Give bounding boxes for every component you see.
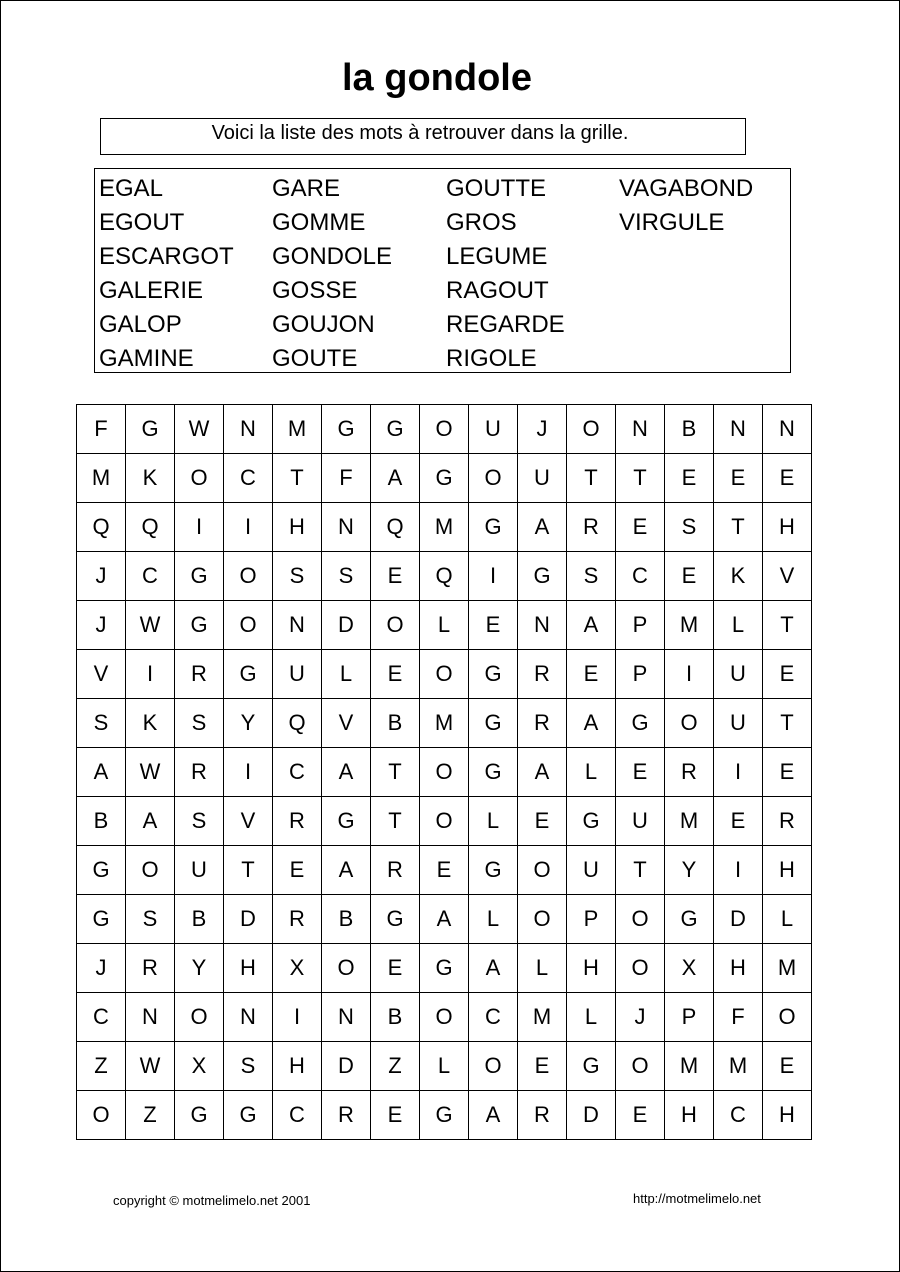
grid-cell: O: [322, 944, 371, 993]
grid-row: [77, 748, 812, 797]
grid-cell: N: [322, 503, 371, 552]
word-item: ESCARGOT: [99, 243, 234, 270]
grid-cell: O: [420, 748, 469, 797]
grid-cell: U: [469, 405, 518, 454]
grid-cell: H: [665, 1091, 714, 1140]
word-item: GARE: [272, 175, 341, 202]
grid-cell: U: [175, 846, 224, 895]
grid-cell: E: [567, 650, 616, 699]
grid-cell: M: [665, 1042, 714, 1091]
grid-cell: V: [763, 552, 812, 601]
grid-cell: O: [175, 993, 224, 1042]
grid-cell: G: [420, 454, 469, 503]
grid-cell: S: [77, 699, 126, 748]
word-item: EGAL: [99, 175, 164, 202]
grid-cell: I: [714, 748, 763, 797]
word-item: GOUTE: [272, 345, 358, 372]
word-item: LEGUME: [446, 243, 548, 270]
grid-cell: O: [469, 454, 518, 503]
grid-cell: O: [665, 699, 714, 748]
grid-cell: N: [126, 993, 175, 1042]
grid-cell: H: [763, 1091, 812, 1140]
grid-cell: C: [273, 748, 322, 797]
grid-cell: G: [469, 846, 518, 895]
grid-cell: W: [175, 405, 224, 454]
grid-cell: S: [224, 1042, 273, 1091]
grid-cell: J: [518, 405, 567, 454]
grid-cell: E: [763, 650, 812, 699]
grid-cell: G: [175, 552, 224, 601]
word-item: GALERIE: [99, 277, 204, 304]
grid-cell: E: [665, 552, 714, 601]
grid-cell: K: [126, 454, 175, 503]
grid-cell: T: [273, 454, 322, 503]
instruction-box: Voici la liste des mots à retrouver dans la grille.: [100, 118, 746, 155]
grid-cell: G: [518, 552, 567, 601]
grid-cell: R: [175, 650, 224, 699]
grid-cell: O: [567, 405, 616, 454]
grid-cell: T: [763, 601, 812, 650]
grid-cell: E: [763, 1042, 812, 1091]
grid-cell: R: [518, 1091, 567, 1140]
grid-cell: O: [420, 993, 469, 1042]
grid-cell: I: [224, 748, 273, 797]
grid-cell: T: [371, 748, 420, 797]
grid-cell: P: [616, 650, 665, 699]
grid-cell: O: [518, 895, 567, 944]
grid-cell: G: [469, 503, 518, 552]
word-column: [446, 172, 565, 376]
grid-cell: B: [371, 993, 420, 1042]
grid-cell: I: [175, 503, 224, 552]
grid-cell: R: [126, 944, 175, 993]
word-item: GONDOLE: [272, 243, 393, 270]
grid-cell: L: [420, 1042, 469, 1091]
grid-cell: A: [469, 944, 518, 993]
grid-cell: R: [665, 748, 714, 797]
grid-cell: W: [126, 748, 175, 797]
word-item: GOMME: [272, 209, 366, 236]
grid-cell: H: [763, 503, 812, 552]
word-item: GOUJON: [272, 311, 375, 338]
grid-cell: O: [224, 601, 273, 650]
grid-cell: U: [518, 454, 567, 503]
grid-cell: I: [665, 650, 714, 699]
grid-cell: G: [322, 797, 371, 846]
grid-cell: T: [763, 699, 812, 748]
grid-cell: Y: [224, 699, 273, 748]
grid-cell: B: [371, 699, 420, 748]
grid-cell: L: [567, 993, 616, 1042]
grid-cell: J: [616, 993, 665, 1042]
grid-row: [77, 993, 812, 1042]
grid-cell: L: [567, 748, 616, 797]
grid-cell: F: [322, 454, 371, 503]
grid-cell: Q: [420, 552, 469, 601]
grid-cell: B: [175, 895, 224, 944]
grid-cell: R: [175, 748, 224, 797]
grid-cell: C: [273, 1091, 322, 1140]
grid-cell: A: [322, 748, 371, 797]
grid-cell: Y: [175, 944, 224, 993]
grid-cell: G: [371, 405, 420, 454]
grid-cell: E: [714, 797, 763, 846]
grid-cell: C: [77, 993, 126, 1042]
grid-cell: X: [273, 944, 322, 993]
grid-cell: Z: [371, 1042, 420, 1091]
grid-cell: B: [322, 895, 371, 944]
grid-cell: O: [420, 650, 469, 699]
grid-cell: G: [469, 748, 518, 797]
grid-cell: N: [224, 405, 273, 454]
grid-cell: A: [567, 699, 616, 748]
grid-cell: A: [469, 1091, 518, 1140]
grid-cell: N: [273, 601, 322, 650]
grid-cell: O: [616, 895, 665, 944]
grid-cell: D: [567, 1091, 616, 1140]
grid-cell: G: [126, 405, 175, 454]
grid-cell: L: [763, 895, 812, 944]
grid-cell: M: [273, 405, 322, 454]
grid-cell: L: [420, 601, 469, 650]
grid-cell: G: [224, 650, 273, 699]
grid-cell: H: [224, 944, 273, 993]
grid-cell: G: [616, 699, 665, 748]
grid-cell: E: [371, 552, 420, 601]
grid-cell: H: [763, 846, 812, 895]
grid-cell: G: [224, 1091, 273, 1140]
grid-cell: S: [322, 552, 371, 601]
grid-cell: E: [469, 601, 518, 650]
grid-cell: O: [77, 1091, 126, 1140]
grid-cell: M: [420, 503, 469, 552]
grid-cell: E: [371, 650, 420, 699]
word-column: [99, 172, 234, 376]
grid-cell: E: [763, 454, 812, 503]
grid-cell: G: [420, 1091, 469, 1140]
word-item: GAMINE: [99, 345, 194, 372]
grid-cell: G: [175, 601, 224, 650]
grid-cell: M: [518, 993, 567, 1042]
grid-cell: N: [763, 405, 812, 454]
grid-cell: E: [616, 1091, 665, 1140]
grid-row: [77, 1091, 812, 1140]
grid-cell: R: [322, 1091, 371, 1140]
grid-cell: R: [763, 797, 812, 846]
grid-cell: M: [665, 601, 714, 650]
grid-row: [77, 601, 812, 650]
grid-cell: H: [273, 1042, 322, 1091]
grid-cell: M: [420, 699, 469, 748]
grid-cell: O: [175, 454, 224, 503]
grid-cell: A: [371, 454, 420, 503]
grid-cell: A: [77, 748, 126, 797]
grid-cell: I: [126, 650, 175, 699]
grid-cell: O: [763, 993, 812, 1042]
grid-cell: D: [714, 895, 763, 944]
grid-cell: A: [420, 895, 469, 944]
grid-cell: H: [273, 503, 322, 552]
grid-cell: P: [567, 895, 616, 944]
grid-cell: C: [616, 552, 665, 601]
grid-cell: S: [567, 552, 616, 601]
grid-cell: O: [371, 601, 420, 650]
grid-cell: M: [714, 1042, 763, 1091]
grid-cell: W: [126, 1042, 175, 1091]
grid-cell: O: [224, 552, 273, 601]
word-list: [94, 168, 791, 373]
grid-cell: W: [126, 601, 175, 650]
grid-cell: E: [763, 748, 812, 797]
grid-cell: G: [420, 944, 469, 993]
grid-cell: B: [665, 405, 714, 454]
grid-cell: K: [714, 552, 763, 601]
word-item: GOUTTE: [446, 175, 546, 202]
grid-cell: O: [616, 1042, 665, 1091]
word-column: [619, 172, 753, 240]
grid-cell: U: [273, 650, 322, 699]
word-item: EGOUT: [99, 209, 185, 236]
grid-cell: A: [518, 503, 567, 552]
grid-cell: E: [420, 846, 469, 895]
grid-cell: E: [714, 454, 763, 503]
grid-cell: R: [518, 650, 567, 699]
grid-cell: G: [371, 895, 420, 944]
grid-cell: O: [126, 846, 175, 895]
grid-cell: L: [469, 895, 518, 944]
grid-cell: S: [273, 552, 322, 601]
grid-cell: A: [518, 748, 567, 797]
grid-cell: L: [469, 797, 518, 846]
grid-cell: B: [77, 797, 126, 846]
grid-cell: O: [518, 846, 567, 895]
grid-cell: G: [469, 699, 518, 748]
grid-cell: R: [518, 699, 567, 748]
grid-cell: R: [273, 797, 322, 846]
grid-cell: U: [714, 699, 763, 748]
grid-cell: Q: [371, 503, 420, 552]
grid-cell: G: [77, 846, 126, 895]
grid-cell: F: [714, 993, 763, 1042]
grid-cell: T: [371, 797, 420, 846]
grid-cell: E: [371, 944, 420, 993]
grid-cell: D: [322, 601, 371, 650]
grid-cell: L: [714, 601, 763, 650]
grid-cell: P: [616, 601, 665, 650]
word-column: [272, 172, 392, 376]
grid-cell: U: [714, 650, 763, 699]
grid-cell: R: [567, 503, 616, 552]
grid-cell: N: [518, 601, 567, 650]
word-item: VAGABOND: [619, 175, 754, 202]
grid-cell: S: [665, 503, 714, 552]
grid-cell: G: [322, 405, 371, 454]
grid-cell: T: [567, 454, 616, 503]
grid-cell: N: [714, 405, 763, 454]
grid-cell: E: [616, 503, 665, 552]
grid-row: [77, 454, 812, 503]
grid-cell: R: [273, 895, 322, 944]
grid-cell: Q: [273, 699, 322, 748]
grid-cell: E: [518, 1042, 567, 1091]
grid-row: [77, 650, 812, 699]
grid-row: [77, 797, 812, 846]
page-title: la gondole: [342, 57, 532, 99]
grid-cell: Z: [126, 1091, 175, 1140]
grid-row: [77, 699, 812, 748]
grid-cell: X: [175, 1042, 224, 1091]
grid-row: [77, 405, 812, 454]
grid-cell: K: [126, 699, 175, 748]
word-item: GOSSE: [272, 277, 358, 304]
grid-row: [77, 503, 812, 552]
grid-cell: Q: [77, 503, 126, 552]
grid-cell: J: [77, 944, 126, 993]
grid-cell: P: [665, 993, 714, 1042]
grid-cell: I: [224, 503, 273, 552]
grid-cell: O: [469, 1042, 518, 1091]
grid-row: [77, 552, 812, 601]
grid-cell: A: [322, 846, 371, 895]
grid-cell: R: [371, 846, 420, 895]
grid-cell: E: [371, 1091, 420, 1140]
grid-cell: G: [469, 650, 518, 699]
grid-cell: S: [175, 699, 224, 748]
grid-cell: I: [469, 552, 518, 601]
grid-row: [77, 846, 812, 895]
grid-cell: S: [126, 895, 175, 944]
grid-cell: H: [714, 944, 763, 993]
grid-cell: V: [322, 699, 371, 748]
grid-cell: M: [763, 944, 812, 993]
copyright-text: copyright © motmelimelo.net 2001: [113, 1193, 311, 1208]
grid-cell: Q: [126, 503, 175, 552]
grid-cell: C: [469, 993, 518, 1042]
grid-cell: E: [273, 846, 322, 895]
word-item: REGARDE: [446, 311, 565, 338]
word-item: VIRGULE: [619, 209, 725, 236]
grid-cell: X: [665, 944, 714, 993]
grid-cell: J: [77, 601, 126, 650]
grid-cell: D: [322, 1042, 371, 1091]
grid-cell: I: [273, 993, 322, 1042]
grid-cell: A: [567, 601, 616, 650]
word-item: RAGOUT: [446, 277, 549, 304]
grid-cell: T: [714, 503, 763, 552]
word-item: RIGOLE: [446, 345, 537, 372]
grid-cell: G: [175, 1091, 224, 1140]
grid-cell: L: [518, 944, 567, 993]
grid-cell: C: [714, 1091, 763, 1140]
grid-cell: N: [224, 993, 273, 1042]
grid-cell: S: [175, 797, 224, 846]
grid-cell: U: [616, 797, 665, 846]
grid-cell: D: [224, 895, 273, 944]
grid-cell: C: [224, 454, 273, 503]
grid-cell: H: [567, 944, 616, 993]
grid-cell: E: [616, 748, 665, 797]
grid-cell: T: [224, 846, 273, 895]
grid-cell: V: [77, 650, 126, 699]
grid-cell: O: [420, 405, 469, 454]
grid-cell: O: [616, 944, 665, 993]
grid-cell: C: [126, 552, 175, 601]
grid-cell: Z: [77, 1042, 126, 1091]
grid-cell: V: [224, 797, 273, 846]
grid-cell: M: [665, 797, 714, 846]
grid-cell: L: [322, 650, 371, 699]
grid-cell: E: [665, 454, 714, 503]
grid-cell: U: [567, 846, 616, 895]
letter-grid: [76, 404, 812, 1140]
grid-cell: N: [322, 993, 371, 1042]
grid-cell: Y: [665, 846, 714, 895]
grid-cell: J: [77, 552, 126, 601]
grid-row: [77, 944, 812, 993]
grid-cell: T: [616, 846, 665, 895]
grid-cell: M: [77, 454, 126, 503]
grid-row: [77, 895, 812, 944]
grid-cell: I: [714, 846, 763, 895]
word-item: GALOP: [99, 311, 182, 338]
grid-cell: G: [665, 895, 714, 944]
word-item: GROS: [446, 209, 517, 236]
grid-row: [77, 1042, 812, 1091]
grid-cell: G: [77, 895, 126, 944]
grid-cell: G: [567, 797, 616, 846]
grid-cell: G: [567, 1042, 616, 1091]
grid-cell: F: [77, 405, 126, 454]
site-url: http://motmelimelo.net: [633, 1191, 761, 1206]
grid-cell: T: [616, 454, 665, 503]
grid-cell: N: [616, 405, 665, 454]
grid-cell: E: [518, 797, 567, 846]
grid-cell: A: [126, 797, 175, 846]
grid-cell: O: [420, 797, 469, 846]
